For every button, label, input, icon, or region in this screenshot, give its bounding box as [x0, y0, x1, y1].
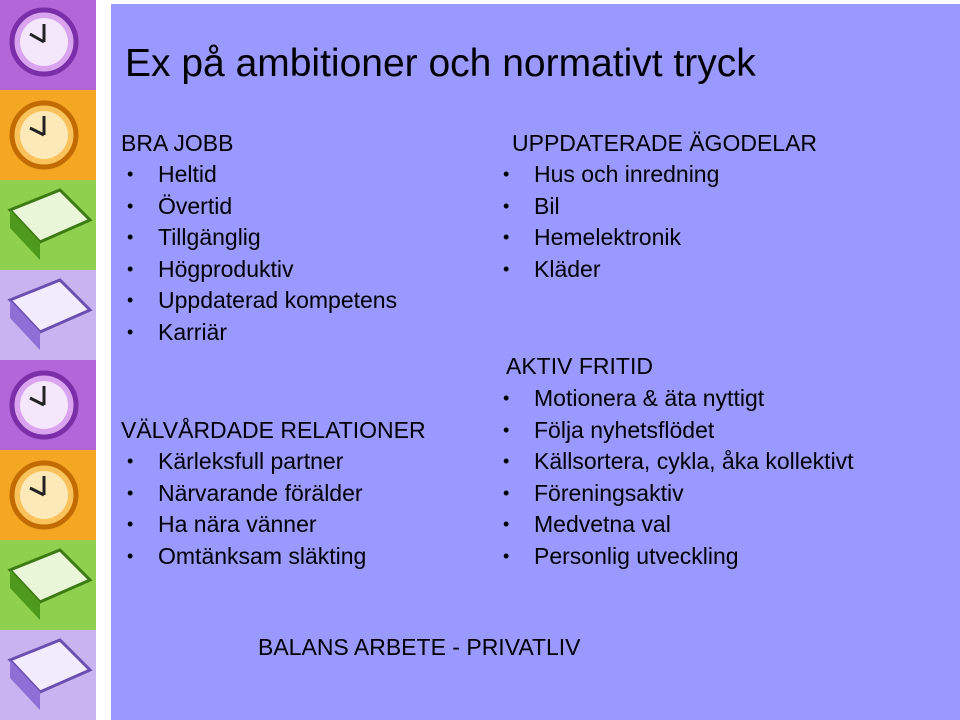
- list-item: • Närvarande förälder: [121, 478, 426, 510]
- bullet-icon: •: [503, 258, 510, 279]
- list-item: • Föreningsaktiv: [497, 478, 854, 510]
- book-icon: [0, 630, 96, 720]
- list-item: • Övertid: [121, 191, 397, 223]
- list-item: • Uppdaterad kompetens: [121, 285, 397, 317]
- list-item: • Kärleksfull partner: [121, 446, 426, 478]
- list-item: • Karriär: [121, 317, 397, 349]
- list-item: • Kläder: [497, 254, 719, 286]
- bullet-icon: •: [503, 451, 510, 471]
- book-icon: [0, 180, 96, 270]
- list-item: • Motionera & äta nyttigt: [497, 383, 854, 415]
- section-heading: VÄLVÅRDADE RELATIONER: [121, 417, 426, 443]
- bullet-icon: •: [503, 164, 510, 184]
- section-aktiv-fritid: [506, 351, 653, 382]
- bullet-list: [121, 446, 426, 572]
- bullet-list: [497, 383, 854, 572]
- list-item: • Källsortera, cykla, åka kollektivt: [497, 446, 854, 478]
- section-aktiv-fritid-items: [497, 383, 854, 572]
- bullet-icon: •: [503, 482, 510, 503]
- list-item: • Tillgänglig: [121, 222, 397, 254]
- bullet-list: [497, 159, 719, 285]
- bullet-icon: •: [127, 545, 134, 566]
- clock-icon: [0, 360, 96, 450]
- section-agodelar: [512, 128, 817, 159]
- bullet-icon: •: [127, 258, 134, 279]
- bullet-icon: •: [503, 227, 510, 247]
- bullet-icon: •: [127, 482, 134, 503]
- list-item: • Följa nyhetsflödet: [497, 415, 854, 447]
- bullet-icon: •: [503, 419, 510, 440]
- bullet-icon: •: [127, 514, 134, 534]
- list-item: • Personlig utveckling: [497, 541, 854, 573]
- book-icon: [0, 270, 96, 360]
- bullet-icon: •: [503, 388, 510, 408]
- list-item: • Högproduktiv: [121, 254, 397, 286]
- bullet-icon: •: [503, 195, 510, 216]
- section-agodelar-items: [497, 159, 719, 285]
- bullet-icon: •: [503, 545, 510, 566]
- section-heading: UPPDATERADE ÄGODELAR: [512, 130, 818, 156]
- clock-icon: [0, 450, 96, 540]
- bullet-icon: •: [503, 514, 510, 534]
- bullet-icon: •: [127, 321, 134, 342]
- bullet-icon: •: [127, 290, 134, 310]
- book-icon: [0, 540, 96, 630]
- list-item: • Hus och inredning: [497, 159, 719, 191]
- section-heading: BRA JOBB: [121, 130, 234, 156]
- list-item: • Ha nära vänner: [121, 509, 426, 541]
- decorative-image-strip: [0, 0, 104, 720]
- clock-icon: [0, 90, 96, 180]
- bullet-icon: •: [127, 451, 134, 471]
- list-item: • Medvetna val: [497, 509, 854, 541]
- list-item: • Hemelektronik: [497, 222, 719, 254]
- clock-icon: [0, 0, 96, 90]
- bullet-icon: •: [127, 195, 134, 216]
- section-relationer: [121, 415, 426, 572]
- slide-title: Ex på ambitioner och normativt tryck: [125, 42, 756, 85]
- bullet-list: [121, 159, 397, 348]
- list-item: • Bil: [497, 191, 719, 223]
- bullet-icon: •: [127, 164, 134, 184]
- list-item: • Omtänksam släkting: [121, 541, 426, 573]
- bullet-icon: •: [127, 227, 134, 247]
- list-item: • Heltid: [121, 159, 397, 191]
- section-heading: AKTIV FRITID: [506, 353, 653, 379]
- footer-caption: BALANS ARBETE - PRIVATLIV: [258, 634, 581, 660]
- section-bra-jobb: [121, 128, 397, 348]
